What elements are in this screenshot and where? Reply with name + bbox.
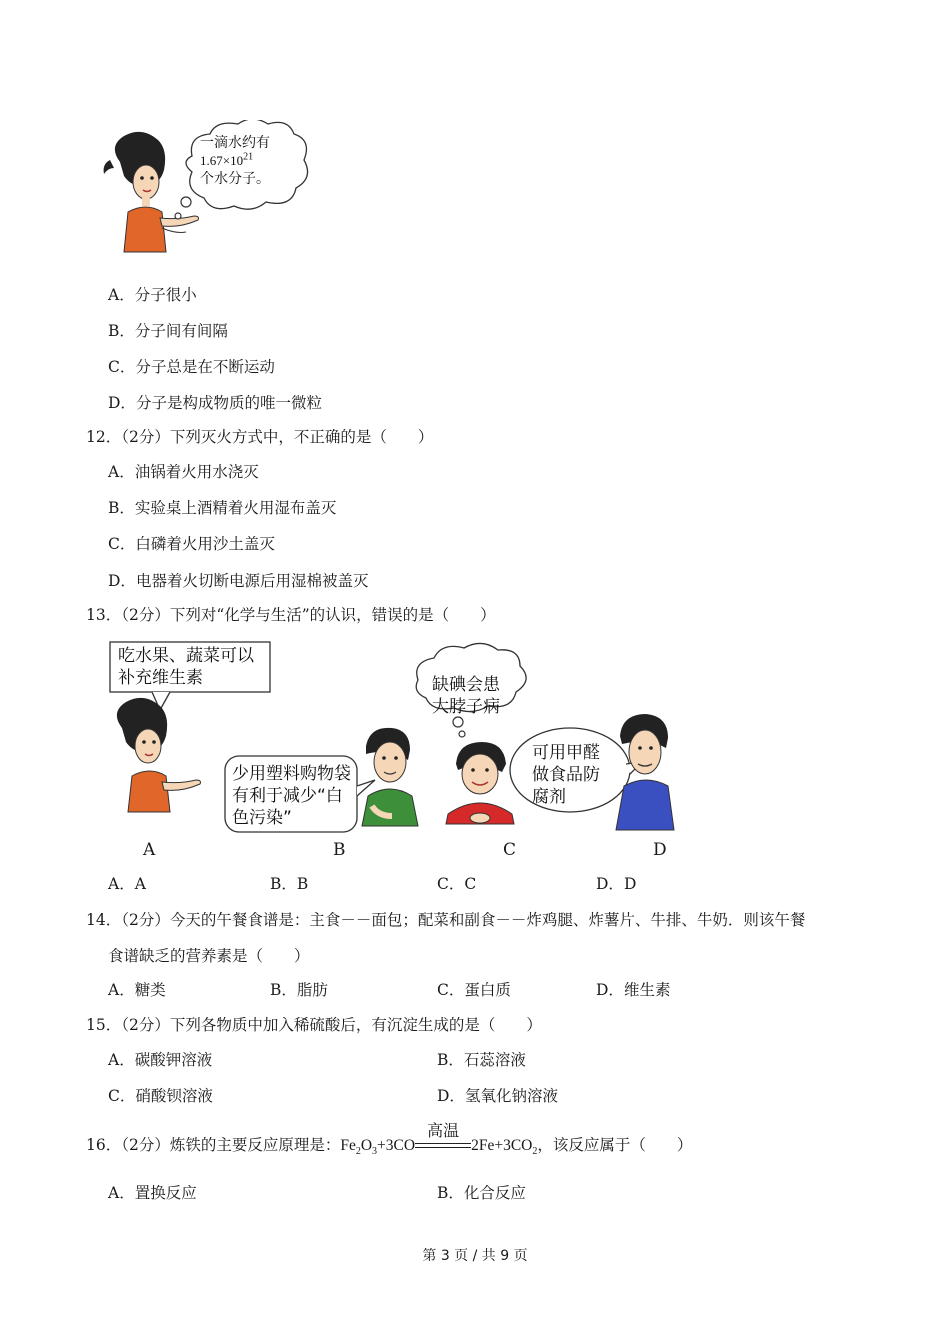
- option-text: 分子很小: [134, 286, 197, 304]
- girl-illustration: [104, 132, 199, 252]
- option-text: D: [623, 875, 637, 893]
- q13-option-b[interactable]: [270, 874, 308, 894]
- option-text: 维生素: [623, 981, 671, 999]
- q11-option-c[interactable]: [108, 357, 275, 377]
- option-text: 氢氧化钠溶液: [464, 1087, 558, 1105]
- option-label: C．: [108, 535, 136, 553]
- option-text: C: [464, 875, 477, 893]
- option-text: 实验桌上酒精着火用湿布盖灭: [134, 499, 337, 517]
- option-label: D．: [108, 394, 136, 412]
- eq-products: 2Fe+3CO: [471, 1137, 533, 1154]
- option-text: 电器着火切断电源后用湿棉被盖灭: [135, 572, 369, 590]
- q15-option-b[interactable]: [437, 1050, 526, 1070]
- q14-option-b[interactable]: [270, 980, 328, 1000]
- option-label: A．: [108, 286, 135, 304]
- option-label: A．: [108, 981, 135, 999]
- girl-a-illustration: [117, 698, 201, 812]
- eq-sub-3: 3: [372, 1146, 378, 1158]
- option-text: 分子间有间隔: [134, 322, 228, 340]
- q13-caption-a: A: [143, 840, 156, 860]
- q12-option-b[interactable]: [108, 498, 336, 518]
- q16-stem-suffix: ，该反应属于（ ）: [537, 1136, 693, 1154]
- option-label: A．: [108, 1051, 135, 1069]
- option-text: 石蕊溶液: [463, 1051, 526, 1069]
- q11-option-d[interactable]: [108, 393, 322, 413]
- q11-bubble-line1: 一滴水约有: [200, 135, 270, 151]
- option-text: 蛋白质: [464, 981, 511, 999]
- q13-caption-b: B: [333, 840, 346, 860]
- q13-bubble-c-text: [432, 674, 500, 718]
- q15-option-a[interactable]: [108, 1050, 212, 1070]
- bubble-a-line2: 补充维生素: [118, 668, 203, 688]
- option-label: A．: [108, 1184, 135, 1202]
- option-label: B．: [108, 322, 135, 340]
- option-label: A．: [108, 463, 135, 481]
- q16-equation-reactants: [340, 1137, 416, 1158]
- eq-o: O: [360, 1137, 373, 1154]
- option-label: D．: [596, 981, 624, 999]
- option-text: B: [296, 875, 309, 893]
- page-footer: 第 3 页 / 共 9 页: [422, 1248, 528, 1264]
- option-label: D．: [437, 1087, 465, 1105]
- option-text: 置换反应: [134, 1184, 197, 1202]
- bubble-d-line2: 做食品防: [532, 765, 600, 785]
- q13-caption-d: D: [653, 840, 667, 860]
- q14-stem-line1: 14．（2分）今天的午餐食谱是：主食－－面包；配菜和副食－－炸鸡腿、炸薯片、牛排、牛奶．则该午餐: [86, 911, 806, 929]
- q13-stem: 13．（2分）下列对“化学与生活”的认识，错误的是（ ）: [86, 606, 496, 624]
- q15-option-d[interactable]: [437, 1086, 558, 1106]
- option-text: 分子是构成物质的唯一微粒: [135, 394, 322, 412]
- q16-option-a[interactable]: [108, 1183, 197, 1203]
- q11-option-b[interactable]: [108, 321, 228, 341]
- q12-option-d[interactable]: [108, 571, 368, 591]
- bubble-d-line1: 可用甲醛: [532, 743, 600, 763]
- q13-caption-c: C: [503, 840, 517, 860]
- q11-bubble-text: [200, 134, 270, 188]
- option-text: 脂肪: [296, 981, 328, 999]
- option-label: C．: [437, 875, 465, 893]
- q11-bubble-line3: 个水分子。: [200, 171, 270, 187]
- eq-plus-3co: +3CO: [377, 1137, 416, 1154]
- option-label: B．: [108, 499, 135, 517]
- q13-bubble-a-text: [118, 645, 254, 689]
- option-label: C．: [108, 358, 136, 376]
- q15-stem: 15．（2分）下列各物质中加入稀硫酸后，有沉淀生成的是（ ）: [86, 1016, 542, 1034]
- option-text: 分子总是在不断运动: [135, 358, 275, 376]
- option-label: B．: [437, 1051, 464, 1069]
- q13-option-a[interactable]: [108, 874, 146, 894]
- q16-reaction-arrow: [415, 1121, 471, 1155]
- equals-sign: [415, 1143, 471, 1144]
- q12-option-c[interactable]: [108, 534, 275, 554]
- option-text: A: [134, 875, 146, 893]
- eq-fe: Fe: [340, 1137, 356, 1154]
- option-label: C．: [437, 981, 465, 999]
- equals-sign-lower: [415, 1147, 471, 1148]
- option-label: D．: [108, 572, 136, 590]
- bubble-d-line3: 腐剂: [532, 787, 566, 807]
- option-label: B．: [270, 875, 297, 893]
- bubble-b-line1: 少用塑料购物袋: [232, 764, 351, 784]
- q13-option-d[interactable]: [596, 874, 636, 894]
- q13-option-c[interactable]: [437, 874, 476, 894]
- option-label: B．: [270, 981, 297, 999]
- q12-option-a[interactable]: [108, 462, 259, 482]
- option-label: A．: [108, 875, 135, 893]
- bubble-b-line2: 有利于减少“白: [232, 786, 343, 806]
- q14-option-c[interactable]: [437, 980, 511, 1000]
- bubble-c-line1: 缺碘会患: [432, 675, 500, 695]
- option-text: 白磷着火用沙土盖灭: [135, 535, 275, 553]
- boy-b-illustration: [362, 728, 418, 826]
- bubble-b-line3: 色污染”: [232, 808, 292, 828]
- q11-bubble-line2: [200, 152, 270, 170]
- boy-c-illustration: [446, 742, 514, 824]
- q14-option-d[interactable]: [596, 980, 670, 1000]
- q16-condition: 高温: [427, 1121, 460, 1140]
- q14-option-a[interactable]: [108, 980, 166, 1000]
- q11-bubble-exp: 21: [243, 151, 254, 163]
- option-text: 化合反应: [463, 1184, 526, 1202]
- q12-stem: 12．（2分）下列灭火方式中，不正确的是（ ）: [86, 428, 434, 446]
- q15-option-c[interactable]: [108, 1086, 213, 1106]
- bubble-c-line2: 大脖子病: [432, 697, 500, 717]
- q13-bubble-b-text: [232, 763, 351, 829]
- q16-equation-products: [471, 1137, 538, 1158]
- q16-stem-prefix: 16．（2分）炼铁的主要反应原理是：: [86, 1136, 341, 1154]
- bubble-a-line1: 吃水果、蔬菜可以: [118, 646, 254, 666]
- q16-stem: [86, 1121, 693, 1158]
- eq-sub-2: 2: [355, 1146, 361, 1158]
- q16-option-b[interactable]: [437, 1183, 526, 1203]
- option-label: B．: [437, 1184, 464, 1202]
- option-text: 油锅着火用水浇灭: [134, 463, 259, 481]
- option-label: D．: [596, 875, 624, 893]
- option-label: C．: [108, 1087, 136, 1105]
- q11-option-a[interactable]: [108, 285, 197, 305]
- q14-stem-line2: 食谱缺乏的营养素是（ ）: [108, 947, 310, 965]
- q13-bubble-d-text: [532, 742, 600, 808]
- option-text: 糖类: [134, 981, 166, 999]
- eq-sub-2b: 2: [532, 1146, 538, 1158]
- q11-bubble-mantissa: 1.67×10: [200, 153, 244, 168]
- option-text: 硝酸钡溶液: [135, 1087, 213, 1105]
- option-text: 碳酸钾溶液: [134, 1051, 213, 1069]
